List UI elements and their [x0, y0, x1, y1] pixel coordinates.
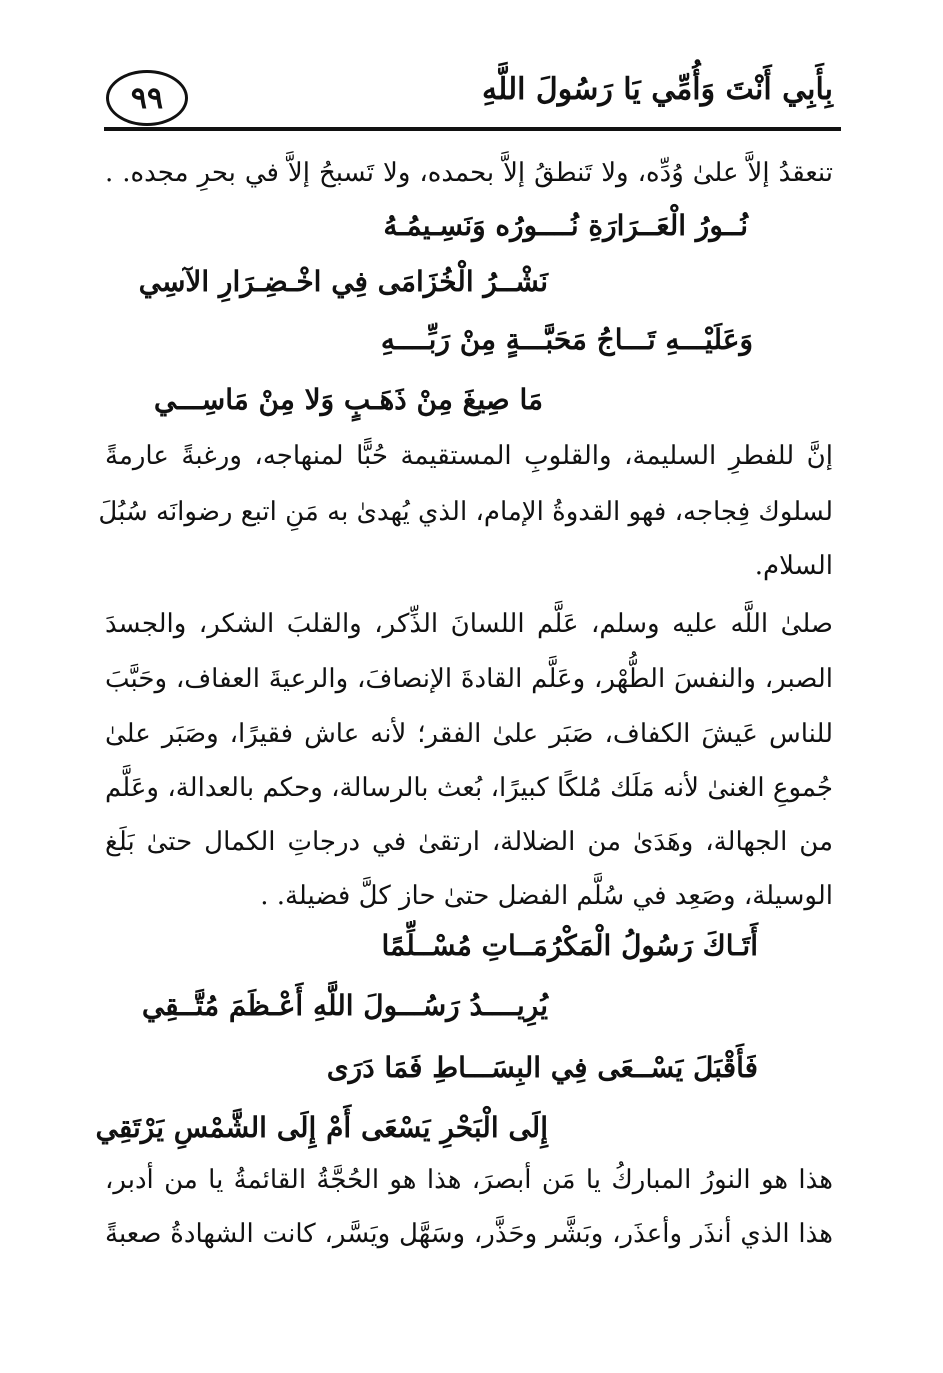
text-line: جُموعِ الغنىٰ لأنه مَلَك مُلكًا كبيرًا، بُعث بالرسالة، وحكم بالعدالة، وعَلَّم	[105, 773, 833, 803]
text-line: الصبر، والنفسَ الطُّهْر، وعَلَّم القادةَ الإنصافَ، والرعيةَ العفاف، وحَبَّبَ	[105, 664, 833, 694]
text-line: من الجهالة، وهَدَىٰ من الضلالة، ارتقىٰ في درجاتِ الكمال حتىٰ بَلَغ	[105, 827, 833, 857]
page-number: ٩٩	[106, 70, 188, 126]
text-line: تنعقدُ إلاَّ علىٰ وُدِّه، ولا تَنطقُ إلاَّ بحمده، ولا تَسبحُ إلاَّ في بحرِ مجده. .	[105, 158, 833, 188]
verse-line: يُرِيــــدُ رَسُـــولَ اللَّهِ أَعْـظَمَ مُتَّــقِي	[141, 989, 548, 1022]
verse-line: نُــورُ الْعَــرَارَةِ نُــــورُه وَنَسِـيمُـهُ	[383, 209, 748, 242]
running-header-title: بِأَبِي أَنْتَ وَأُمِّي يَا رَسُولَ اللَّهِ	[481, 72, 833, 107]
verse-line: مَا صِيغَ مِنْ ذَهَـبٍ وَلا مِنْ مَاسِـــي	[153, 383, 543, 416]
verse-line: أَتَـاكَ رَسُولُ الْمَكْرُمَــاتِ مُسْــلِّمًا	[381, 929, 758, 962]
text-line: هذا هو النورُ المباركُ يا مَن أبصرَ، هذا هو الحُجَّةُ القائمةُ يا من أدبر،	[105, 1165, 833, 1195]
text-line: للناس عَيشَ الكفاف، صَبَر علىٰ الفقر؛ لأنه عاش فقيرًا، وصَبَر علىٰ	[105, 719, 833, 749]
text-line: السلام.	[754, 551, 833, 581]
header-divider	[104, 127, 841, 131]
verse-line: نَشْــرُ الْخُزَامَى فِي اخْـضِـرَارِ الآسِي	[138, 265, 548, 298]
text-line: لسلوك فِجاجه، فهو القدوةُ الإمام، الذي يُهدىٰ به مَنِ اتبع رضوانَه سُبُلَ	[98, 497, 833, 527]
text-line: إنَّ للفطرِ السليمة، والقلوبِ المستقيمة حُبًّا لمنهاجه، ورغبةً عارمةً	[105, 441, 833, 471]
text-line: هذا الذي أنذَر وأعذَر، وبَشَّر وحَذَّر، وسَهَّل ويَسَّر، كانت الشهادةُ صعبةً	[105, 1219, 833, 1249]
text-line: صلىٰ اللَّه عليه وسلم، عَلَّم اللسانَ الذِّكر، والقلبَ الشكر، والجسدَ	[105, 609, 833, 639]
verse-line: وَعَلَيْـــهِ تَـــاجُ مَحَبَّـــةٍ مِنْ رَبِّــــهِ	[380, 323, 753, 356]
verse-line: إِلَى الْبَحْرِ يَسْعَى أَمْ إِلَى الشَّمْسِ يَرْتَقِي	[95, 1111, 548, 1144]
text-line: الوسيلة، وصَعِد في سُلَّم الفضل حتىٰ حاز كلَّ فضيلة. .	[260, 881, 833, 911]
verse-line: فَأَقْبَلَ يَسْــعَى فِي البِسَـــاطِ فَمَا دَرَى	[326, 1051, 758, 1084]
